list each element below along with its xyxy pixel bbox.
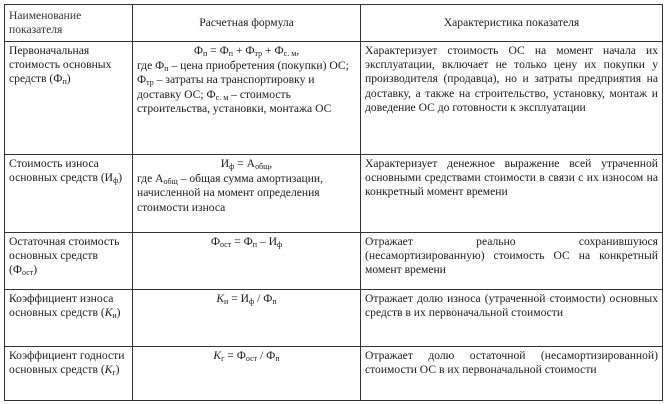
table-row: [5, 347, 663, 401]
indicator-name: Первоначальная стоимость основных средств $(Ф_п)$: [5, 42, 133, 155]
indicator-name: Коэффициент износа основных средств $(К_и)$: [5, 290, 133, 347]
formula-expression: $И_ф = А_{общ}$,: [220, 157, 273, 171]
indicator-name: Стоимость износа основных средств $(И_ф)$: [5, 155, 133, 233]
indicator-description: Характеризует стоимость ОС на момент начала их эксплуатации, включает не только цену их покупки у производителя (продавца), но и затраты предприятия на доставку, а также на строительство, установку, монтаж и доведение ОС до готовности к эксплуатации: [361, 42, 663, 155]
formula-explanation: где $Ф_п$ – цена приобретения (покупки) ОС; $Ф_{тр}$ – затраты на транспортировку и доставку ОС; $Ф_{с. м}$ – стоимость строительства, установки, монтажа ОС: [137, 59, 349, 115]
indicator-description: Отражает реально сохранившуюся (несамортизированную) стоимость ОС на конкретный момент времени: [361, 233, 663, 290]
indicator-name: Остаточная стоимость основных средств $(Ф_{ост})$: [5, 233, 133, 290]
formula-explanation: где $А_{общ}$ – общая сумма амортизации, начисленной на момент определения стоимости износа: [137, 172, 324, 214]
indicators-table: [4, 4, 663, 401]
formula-expression: $Ф_{ост} = Ф_п - И_ф$: [210, 235, 283, 249]
table-row: [5, 42, 663, 155]
formula-cell: [133, 233, 361, 290]
formula-cell: [133, 42, 361, 155]
indicator-description: Отражает долю износа (утраченной стоимости) основных средств в их первоначальной стоимости: [361, 290, 663, 347]
table-header-row: [5, 5, 663, 42]
formula-expression: $К_г = Ф_{ост} / Ф_п$: [213, 349, 280, 363]
header-formula: Расчетная формула: [133, 5, 361, 42]
header-characteristic: Характеристика показателя: [361, 5, 663, 42]
formula-cell: [133, 155, 361, 233]
indicator-name: Коэффициент годности основных средств $(К_г)$: [5, 347, 133, 401]
table-row: [5, 290, 663, 347]
table-row: [5, 155, 663, 233]
header-indicator-name: Наименование показателя: [5, 5, 133, 42]
formula-cell: [133, 290, 361, 347]
formula-expression: $Ф_п = Ф_п + Ф_{тр} + Ф_{с. м}$,: [193, 44, 300, 58]
formula-cell: [133, 347, 361, 401]
formula-expression: $К_и = И_ф / Ф_п$: [216, 292, 277, 306]
indicator-description: Отражает долю остаточной (несамортизированной) стоимости ОС в их первоначальной стоимости: [361, 347, 663, 401]
table-row: [5, 233, 663, 290]
indicator-description: Характеризует денежное выражение всей утраченной основными средствами стоимости в связи с их износом на конкретный момент времени: [361, 155, 663, 233]
